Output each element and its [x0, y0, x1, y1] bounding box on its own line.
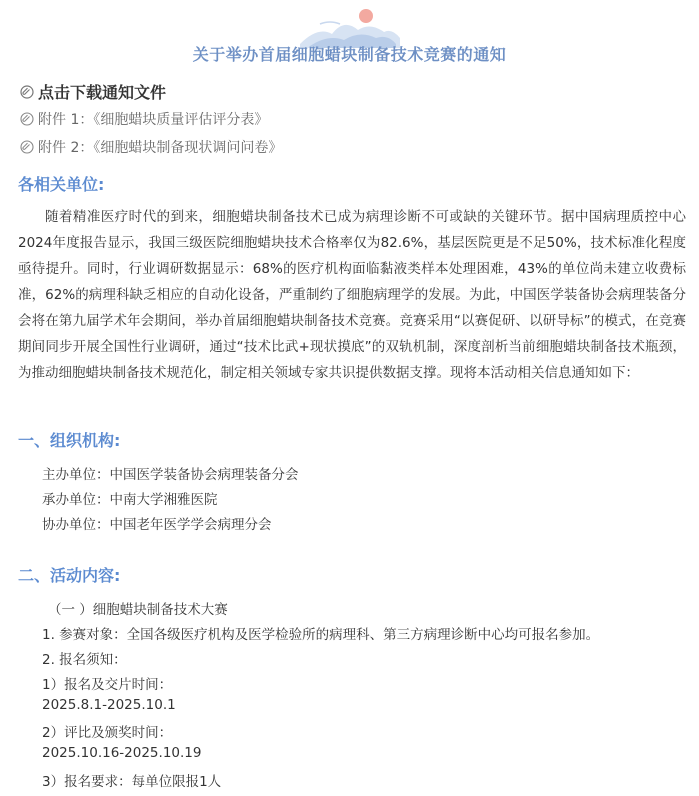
activity-line: 3）报名要求：每单位限报1人 [42, 774, 222, 790]
notice-title: 关于举办首届细胞蜡块制备技术竞赛的通知 [192, 45, 507, 64]
paperclip-icon [20, 140, 34, 154]
activity-line: 2）评比及颁奖时间： [42, 725, 173, 741]
organizer-unit: 承办单位：中南大学湘雅医院 [42, 492, 218, 508]
co-organizer-unit: 协办单位：中国老年医学学会病理分会 [42, 517, 272, 533]
download-notice-label[interactable]: 点击下载通知文件 [38, 83, 167, 102]
attachment-2-label[interactable]: 附件 2：《细胞蜡块制备现状调问问卷》 [38, 140, 283, 156]
activity-line: 1）报名及交片时间： [42, 677, 173, 693]
activity-line: 2. 报名须知： [42, 652, 127, 668]
greeting-heading: 各相关单位: [18, 175, 105, 194]
attachment-1-label[interactable]: 附件 1：《细胞蜡块质量评估评分表》 [38, 112, 269, 128]
attachment-1-link[interactable] [20, 109, 268, 129]
activity-item-title: （一 ）细胞蜡块制备技术大赛 [48, 602, 228, 618]
intro-paragraph: 随着精准医疗时代的到来，细胞蜡块制备技术已成为病理诊断不可或缺的关键环节。据中国病理质控中心2024年度报告显示，我国三级医院细胞蜡块技术合格率仅为82.6%，基层医院更是不足50%，技术标准化程度亟待提升。同时，行业调研数据显示：68%的医疗机构面临黏液类样本处理困难，43%的单位尚未建立收费标准，62%的病理科缺乏相应的自动化设备，严重制约了细胞病理学的发展。为此，中国医学装备协会病理装备分会将在第九届学术年会期间，举办首届细胞蜡块制备技术竞赛。竞赛采用“以赛促研、以研导标”的模式，在竞赛期间同步开展全国性行业调研，通过“技术比武+现状摸底”的双轨机制，深度剖析当前细胞蜡块制备技术瓶颈，为推动细胞蜡块制备技术规范化，制定相关领域专家共识提供数据支撑。现将本活动相关信息通知如下： [18, 209, 686, 381]
attachment-2-link[interactable] [20, 137, 282, 157]
activity-line: 1. 参赛对象：全国各级医疗机构及医学检验所的病理科、第三方病理诊断中心均可报名参加。 [42, 627, 600, 643]
activity-line: 2025.8.1-2025.10.1 [42, 697, 176, 713]
download-notice-link[interactable] [20, 80, 166, 103]
paperclip-icon [20, 85, 34, 99]
paperclip-icon [20, 112, 34, 126]
activity-line: 2025.10.16-2025.10.19 [42, 745, 202, 761]
activity-section-heading: 二、活动内容: [18, 566, 121, 585]
org-section-heading: 一、组织机构: [18, 431, 121, 450]
host-unit: 主办单位：中国医学装备协会病理装备分会 [42, 467, 299, 483]
